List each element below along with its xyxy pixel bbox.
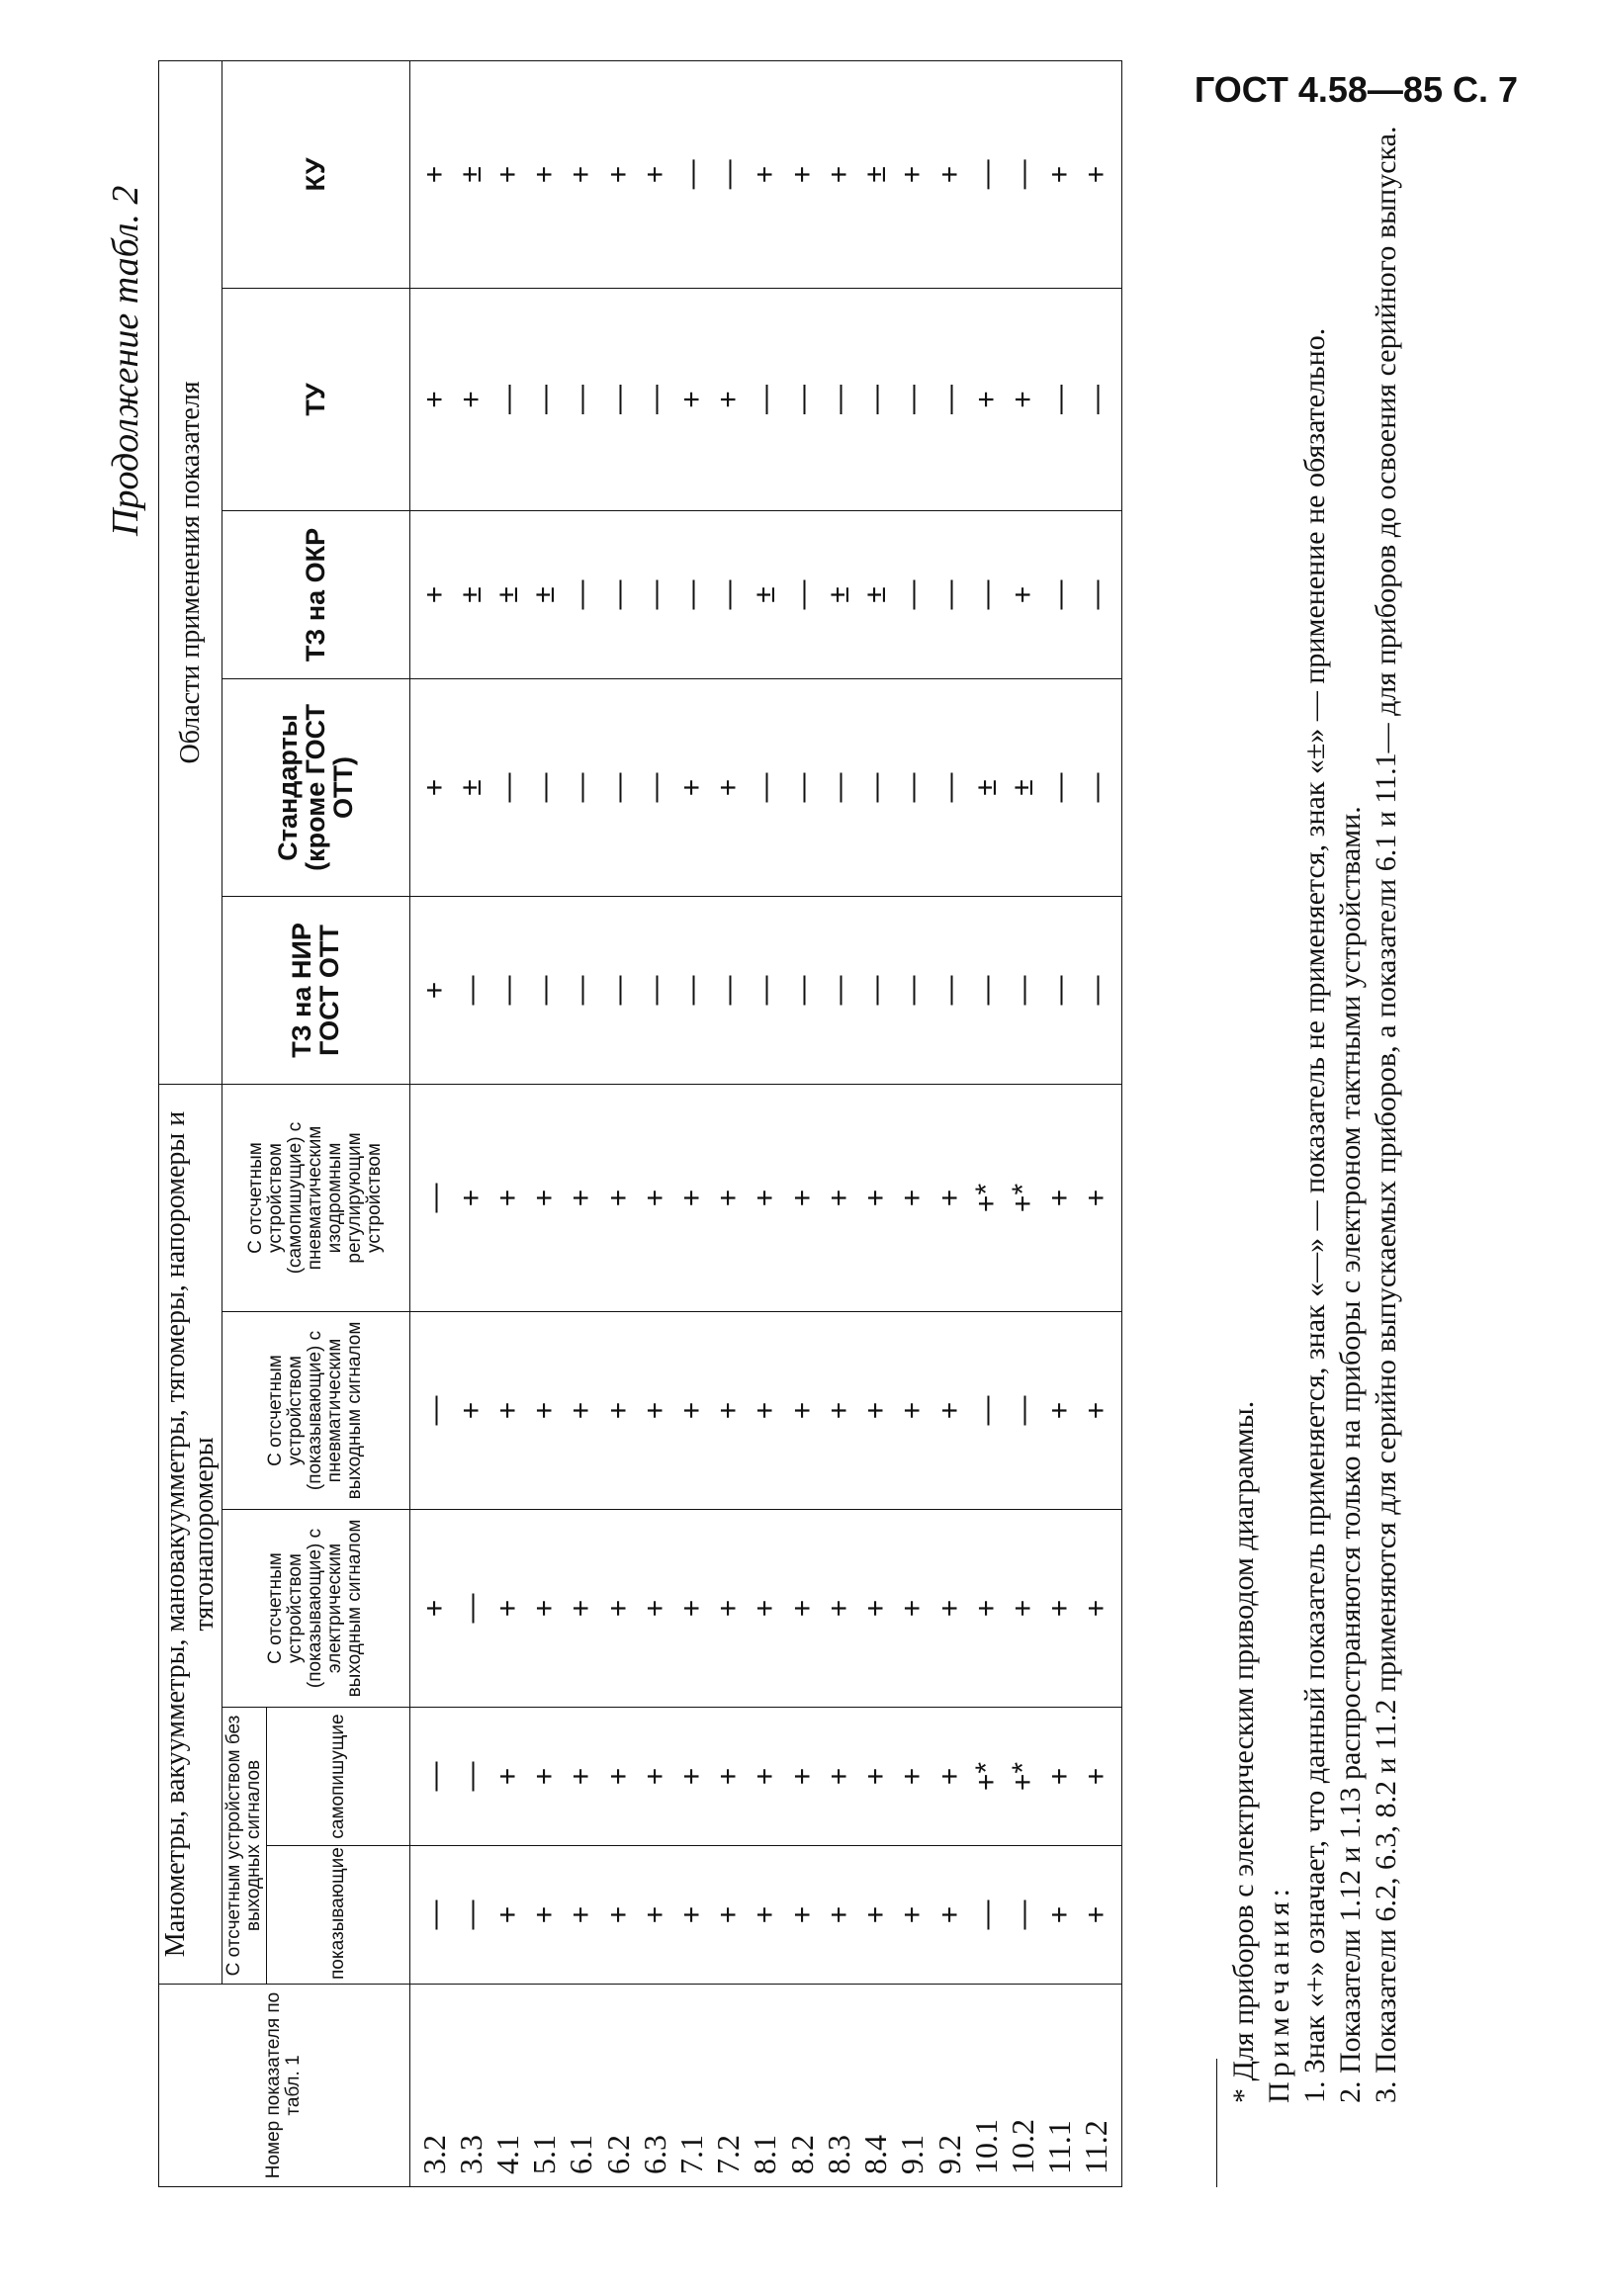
note-3: 3. Показатели 6.2, 6.3, 8.2 и 11.2 применяются для серийно выпускаемых приборов, а показатели 6.1 и 11.1— для приборов до освоения серийного выпуска. xyxy=(1370,126,1402,2103)
values-tz-nir: + — — — — — — — — — — — — — — — — — — xyxy=(409,896,1121,1084)
page-header: ГОСТ 4.58—85 С. 7 xyxy=(1194,69,1518,110)
col-tz-okr-header: ТЗ на ОКР xyxy=(222,510,409,678)
footnote: * Для приборов с электрическим приводом диаграммы. xyxy=(1227,1400,1260,2103)
row-number-header: Номер показателя по табл. 1 xyxy=(159,1985,410,2187)
notes-heading: Примечания: xyxy=(1263,1884,1295,2103)
col-showing-header: показывающие xyxy=(266,1846,409,1985)
values-tu: + + — — — — — + + — — — — — — + + — — xyxy=(409,288,1121,510)
subgroup-no-output-header: С отсчетным устройством без выходных сигналов xyxy=(222,1708,266,1985)
values-showing: — — + + + + + + + + + + + + + — — + + xyxy=(409,1846,1121,1985)
values-standards: + ± — — — — — + + — — — — — — ± ± — — xyxy=(409,678,1121,896)
row-numbers: 3.2 3.3 4.1 5.1 6.1 6.2 6.3 7.1 7.2 8.1 8.2 8.3 8.4 9.1 9.2 10.1 10.2 11.1 11.2 xyxy=(409,1985,1121,2187)
col-pneumatic-regulating-header: С отсчетным устройством (самопишущие) с пневматическим изодромным регулирующим устройством xyxy=(222,1084,409,1311)
notes-block xyxy=(1226,51,1404,2148)
col-electric-header: С отсчетным устройством (показывающие) с электрическим выходным сигналом xyxy=(222,1510,409,1708)
values-pneumatic: — + + + + + + + + + + + + + + — — + + xyxy=(409,1312,1121,1510)
col-tu-header: ТУ xyxy=(222,288,409,510)
applicability-table xyxy=(158,60,1122,2187)
group-gauges-header: Манометры, вакуумметры, мановакуумметры, тягомеры, напоромеры и тягонапоромеры xyxy=(159,1084,222,1984)
col-recording-header: самопишущие xyxy=(266,1708,409,1846)
continuation-title: Продолжение табл. 2 xyxy=(105,185,146,536)
note-2: 2. Показатели 1.12 и 1.13 распространяются только на приборы с электроном тактными устройствами. xyxy=(1334,806,1367,2103)
values-tz-okr: + ± ± ± — — — — — ± — ± ± — — — + — — xyxy=(409,510,1121,678)
col-standards-header: Стандарты (кроме ГОСТ ОТТ) xyxy=(222,678,409,896)
col-pneumatic-header: С отсчетным устройством (показывающие) с пневматическим выходным сигналом xyxy=(222,1312,409,1510)
footnote-rule xyxy=(1216,2059,1217,2187)
note-1: 1. Знак «+» означает, что данный показатель применяется, знак «—» — показатель не применяется, знак «±» — применение не обязательно. xyxy=(1298,327,1331,2103)
col-ku-header: КУ xyxy=(222,60,409,288)
col-tz-nir-header: ТЗ на НИР ГОСТ ОТТ xyxy=(222,896,409,1084)
values-pneumatic-regulating: — + + + + + + + + + + + + + + +* +* + + xyxy=(409,1084,1121,1311)
values-electric: + — + + + + + + + + + + + + + + + + + xyxy=(409,1510,1121,1708)
group-areas-header: Области применения показателя xyxy=(159,60,222,1084)
values-ku: + ± + + + + + — — + + + ± + + — — + + xyxy=(409,60,1121,288)
values-recording: — — + + + + + + + + + + + + + +* +* + + xyxy=(409,1708,1121,1846)
